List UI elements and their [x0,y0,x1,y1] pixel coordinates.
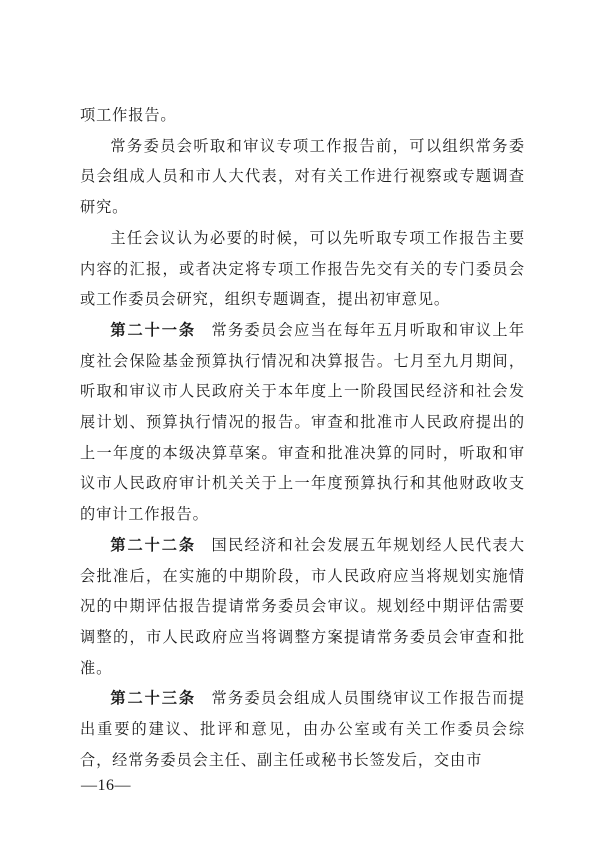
paragraph-text: 项工作报告。 [80,106,177,124]
article-label: 第二十三条 [110,689,197,708]
article-text: 常务委员会组成人员围绕审议工作报告而提出重要的建议、批评和意见，由办公室或有关工作委员会综合，经常务委员会主任、副主任或秘书长签发后，交由市 [80,689,525,769]
paragraph-text: 主任会议认为必要的时候，可以先听取专项工作报告主要内容的汇报，或者决定将专项工作报告先交有关的专门委员会或工作委员会研究，组织专题调查，提出初审意见。 [80,228,525,309]
paragraph [80,223,525,315]
article-label: 第二十二条 [110,535,197,554]
article-text: 国民经济和社会发展五年规划经人民代表大会批准后，在实施的中期阶段，市人民政府应当将规划实施情况的中期评估报告提请常务委员会审议。规划经中期评估需要调整的，市人民政府应当将调整方案提请常务委员会审查和批准。 [80,535,525,677]
article-text: 常务委员会应当在每年五月听取和审议上年度社会保险基金预算执行情况和决算报告。七月至九月期间，听取和审议市人民政府关于本年度上一阶段国民经济和社会发展计划、预算执行情况的报告。审查和批准市人民政府提出的上一年度的本级决算草案。审查和批准决算的同时，听取和审议市人民政府审计机关关于上一年度预算执行和其他财政收支的审计工作报告。 [80,320,525,524]
paragraph-text: 常务委员会听取和审议专项工作报告前，可以组织常务委员会组成人员和市人大代表，对有关工作进行视察或专题调查研究。 [80,136,525,217]
article-22 [80,530,525,684]
article-label: 第二十一条 [110,320,197,339]
article-23 [80,683,525,775]
article-21 [80,315,525,530]
document-body [80,100,525,775]
paragraph-continuation [80,100,525,131]
paragraph [80,131,525,223]
page-number: —16— [81,777,131,794]
